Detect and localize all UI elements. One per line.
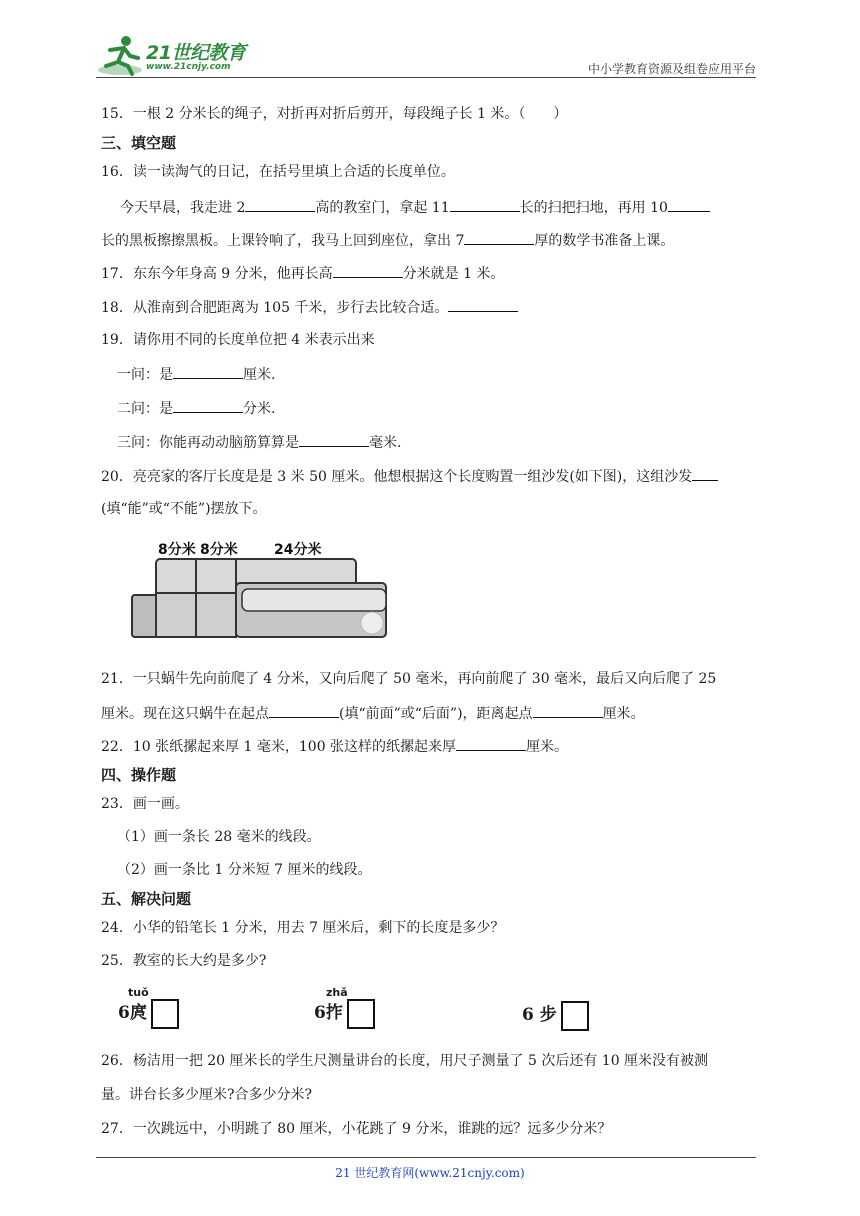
question-23-part-2: （2）画一条比 1 分米短 7 厘米的线段。: [117, 862, 372, 878]
question-21-line-2: [101, 703, 645, 724]
answer-blank[interactable]: [692, 466, 718, 481]
answer-blank[interactable]: [448, 297, 518, 312]
text: 22．10 张纸摞起来厚 1 毫米，100 张这样的纸摞起来厚: [101, 739, 457, 755]
sofa-illustration: [128, 537, 394, 645]
section-heading-operation: 四、操作题: [101, 766, 177, 784]
question-22: [101, 736, 568, 757]
text: 厘米。: [602, 706, 645, 722]
answer-blank[interactable]: [333, 263, 403, 278]
answer-blank[interactable]: [668, 197, 710, 212]
question-20-line-2: (填“能”或“不能”)摆放下。: [101, 501, 267, 517]
question-16-line-2: [101, 230, 674, 251]
question-26-line-1: 26．杨洁用一把 20 厘米长的学生尺测量讲台的长度，用尺子测量了 5 次后还有 10 厘米没有被测: [101, 1053, 709, 1069]
question-16-line-1: [120, 197, 710, 218]
footer-divider: [96, 1157, 756, 1158]
text: 20．亮亮家的客厅长度是是 3 米 50 厘米。他想根据这个长度购置一组沙发(如下图)，这组沙发: [101, 469, 693, 485]
answer-blank[interactable]: [173, 398, 243, 413]
text: 长的黑板擦擦黑板。上课铃响了，我马上回到座位，拿出 7: [101, 233, 465, 249]
logo-url: www.21cnjy.com: [146, 62, 231, 72]
text: 分米.: [243, 401, 276, 417]
text: 一问：是: [117, 367, 173, 383]
question-25-stem: 25．教室的长大约是多少?: [101, 953, 267, 969]
sofa-label-3: 24分米: [274, 542, 322, 558]
answer-blank[interactable]: [269, 703, 339, 718]
question-24: 24．小华的铅笔长 1 分米，用去 7 厘米后，剩下的长度是多少？: [101, 920, 505, 936]
question-27: 27．一次跳远中，小明跳了 80 厘米，小花跳了 9 分米，谁跳的远？远多少分米？: [101, 1121, 612, 1137]
option-label: 6拃: [314, 1003, 343, 1023]
text: 17．东东今年身高 9 分米，他再长高: [101, 266, 333, 282]
answer-blank[interactable]: [173, 364, 243, 379]
sofa-label-1: 8分米: [158, 542, 196, 558]
section-heading-fill-blank: 三、填空题: [101, 134, 177, 152]
question-16-stem: 16．读一读淘气的日记，在括号里填上合适的长度单位。: [101, 164, 455, 180]
question-19-part-1: [117, 364, 275, 385]
text: 厘米。: [526, 739, 569, 755]
pinyin-label: tuǒ: [128, 986, 149, 999]
answer-blank[interactable]: [533, 703, 603, 718]
answer-blank[interactable]: [464, 230, 534, 245]
pinyin-label: zhǎ: [326, 986, 348, 999]
answer-blank[interactable]: [245, 197, 315, 212]
platform-title: 中小学教育资源及组卷应用平台: [587, 62, 756, 76]
sofa-label-2: 8分米: [200, 542, 238, 558]
answer-checkbox[interactable]: [561, 1001, 589, 1031]
text: 毫米.: [369, 435, 402, 451]
question-26-line-2: 量。讲台长多少厘米?合多少分米?: [101, 1087, 313, 1103]
question-21-line-1: 21．一只蜗牛先向前爬了 4 分米，又向后爬了 50 毫米，再向前爬了 30 毫米，最后又向后爬了 25: [101, 671, 717, 687]
footer-link[interactable]: 21 世纪教育网(www.21cnjy.com): [335, 1166, 525, 1180]
question-15: 15．一根 2 分米长的绳子，对折再对折后剪开，每段绳子长 1 米。（ ）: [101, 106, 568, 122]
question-19-stem: 19．请你用不同的长度单位把 4 米表示出来: [101, 332, 375, 348]
text: 高的教室门，拿起 11: [315, 200, 450, 216]
question-23-stem: 23．画一画。: [101, 796, 189, 812]
question-19-part-2: [117, 398, 275, 419]
text: 长的扫把扫地，再用 10: [519, 200, 668, 216]
text: 三问：你能再动动脑筋算算是: [117, 435, 299, 451]
text: 分米就是 1 米。: [402, 266, 505, 282]
text: 厘米.: [243, 367, 276, 383]
text: 今天早晨，我走进 2: [120, 200, 246, 216]
logo-text: 21世纪教育: [146, 42, 246, 64]
question-20-line-1: [101, 466, 718, 487]
text: 厚的数学书准备上课。: [534, 233, 675, 249]
answer-blank[interactable]: [456, 736, 526, 751]
text: 二问：是: [117, 401, 173, 417]
question-17: [101, 263, 504, 284]
question-19-part-3: [117, 432, 401, 453]
answer-checkbox[interactable]: [347, 999, 375, 1029]
question-18: [101, 297, 518, 318]
option-label: 6 步: [522, 1005, 557, 1025]
text: 厘米。现在这只蜗牛在起点: [101, 706, 269, 722]
option-label: 6庹: [118, 1003, 147, 1023]
site-logo: [96, 34, 266, 78]
text: (填“前面”或“后面”)，距离起点: [339, 706, 533, 722]
answer-blank[interactable]: [450, 197, 520, 212]
text: 18．从淮南到合肥距离为 105 千米，步行去比较合适。: [101, 300, 449, 316]
section-heading-problems: 五、解决问题: [101, 890, 192, 908]
answer-checkbox[interactable]: [151, 999, 179, 1029]
runner-logo-icon: [96, 34, 146, 78]
answer-blank[interactable]: [299, 432, 369, 447]
header-divider: [96, 77, 756, 78]
question-23-part-1: （1）画一条长 28 毫米的线段。: [117, 829, 321, 845]
